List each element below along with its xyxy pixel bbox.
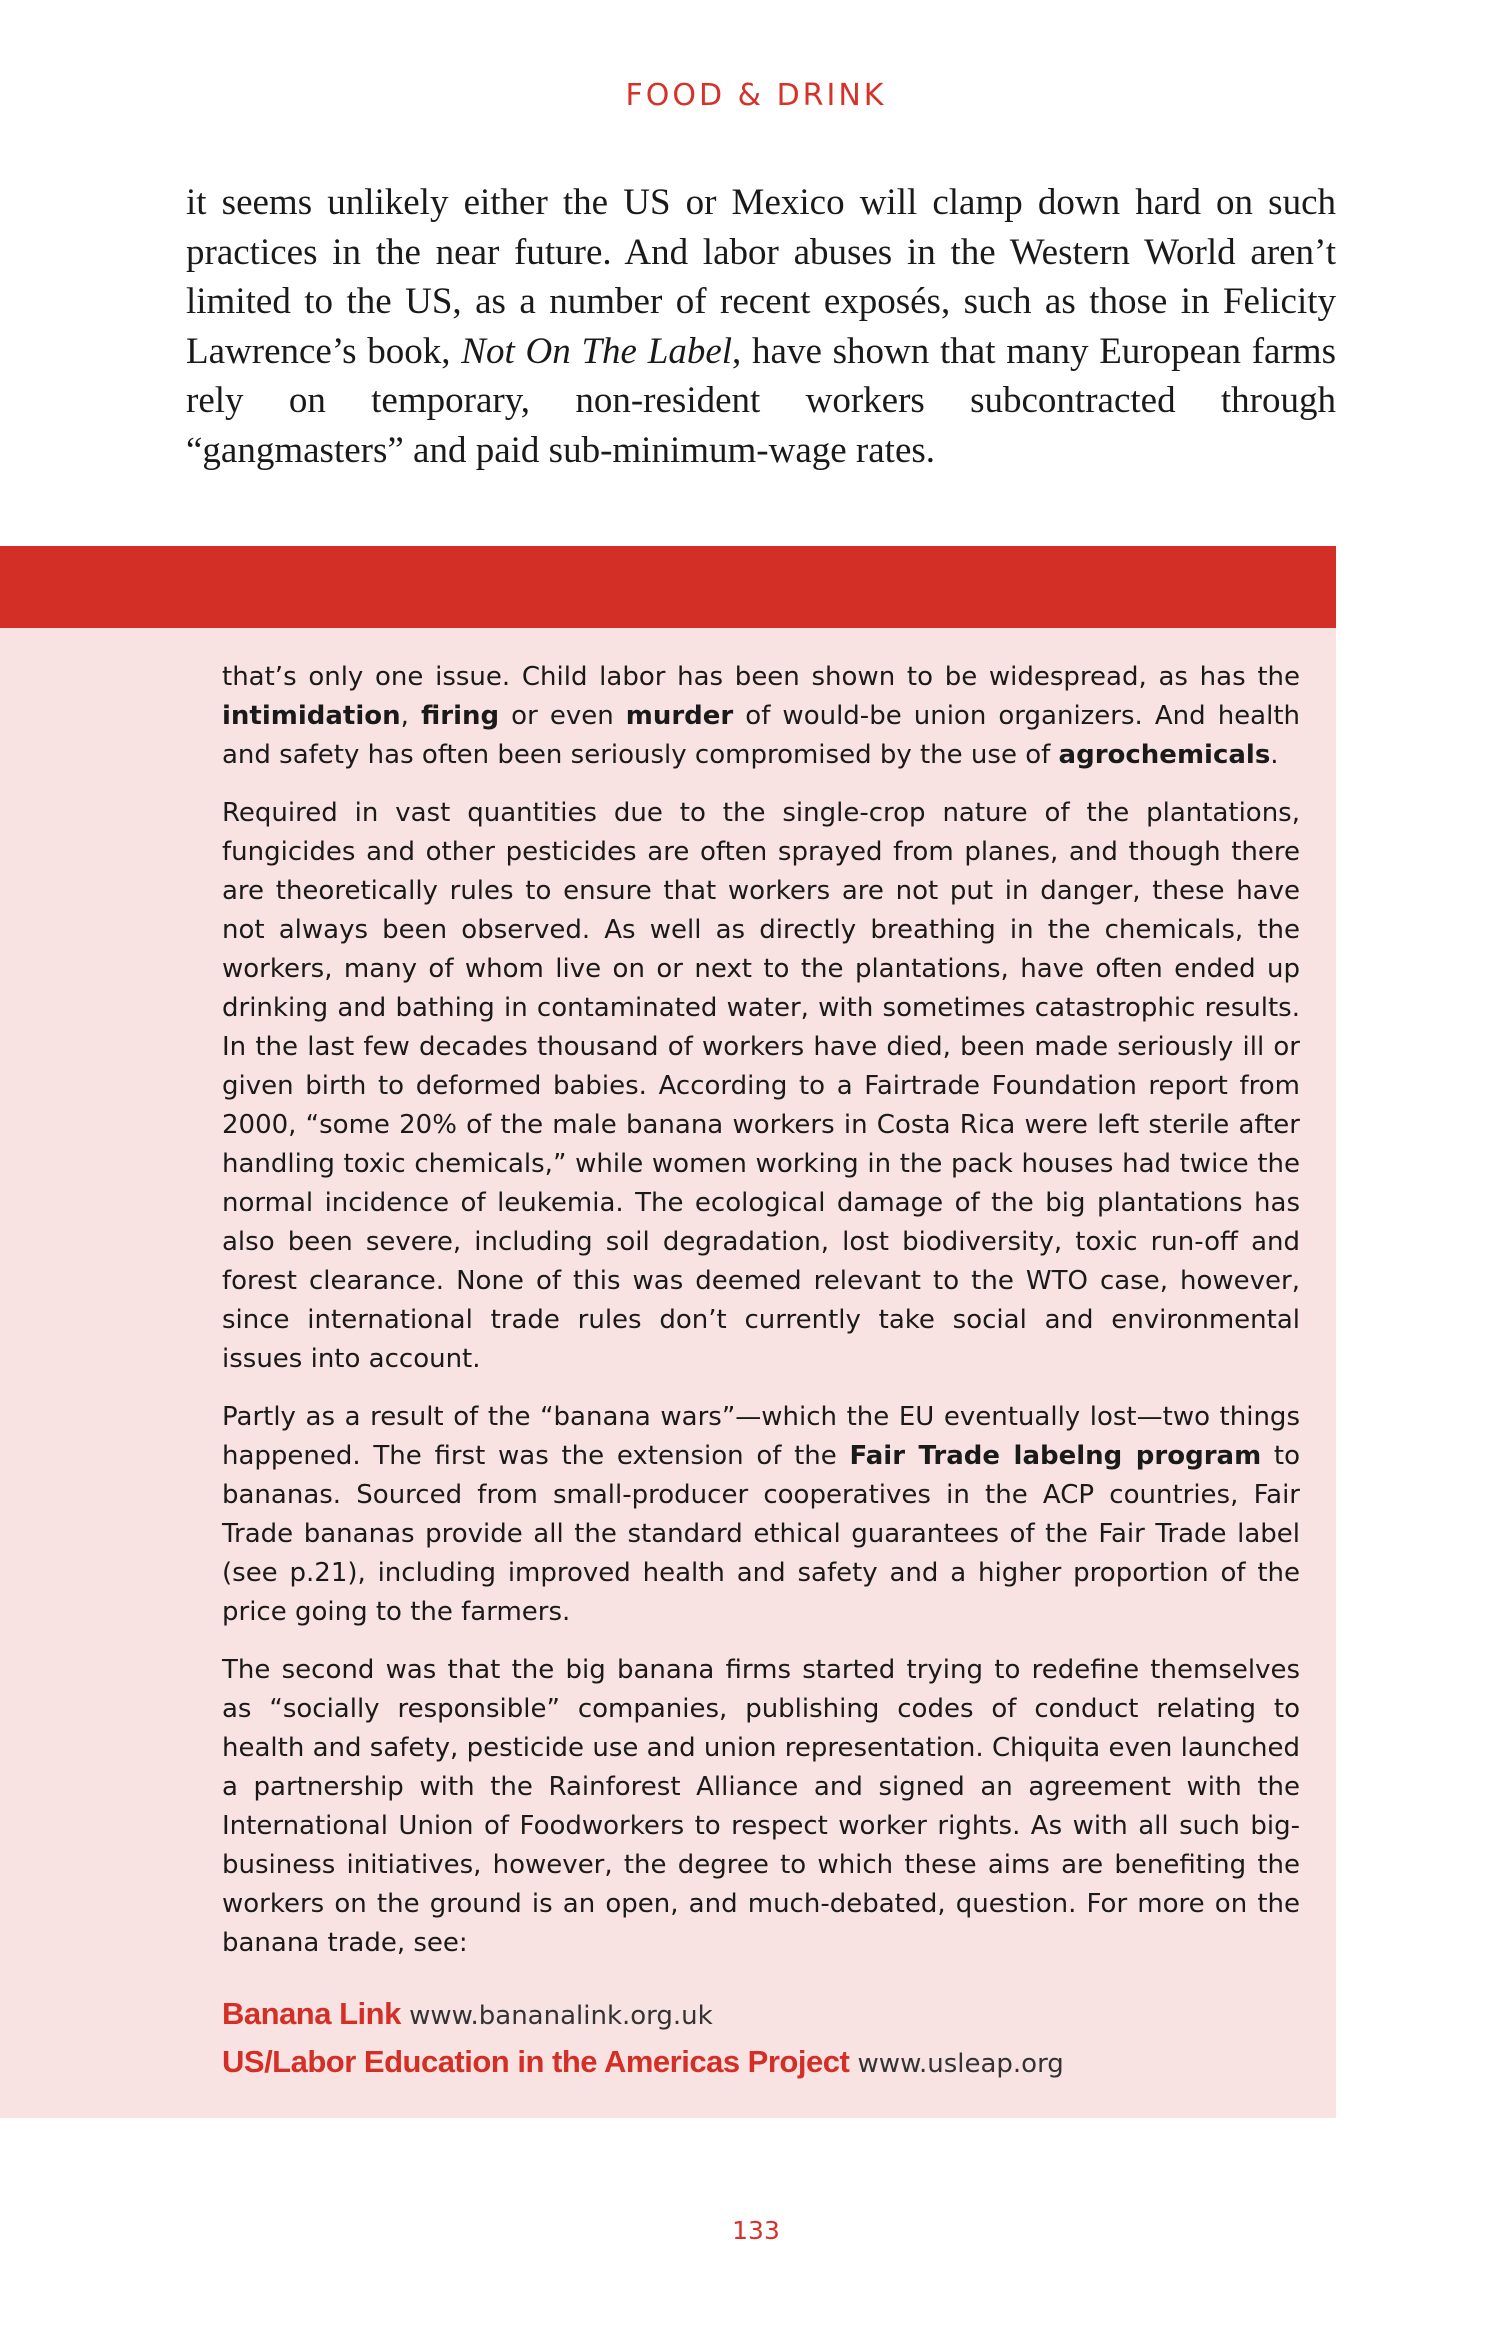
sidebar-paragraph: The second was that the big banana firms started trying to redefine themselves as “socially responsible” companies, publishing codes of conduct relating to health and safety, pesticide use and union representation. Chiquita even launched a partnership with the Rainforest Alliance and signed an agreement with the International Union of Foodworkers to respect worker rights. As with all such big-business initiatives, however, the degree to which these aims are benefiting the workers on the ground is an open, and much-debated, question. For more on the banana trade, see: (222, 1655, 1300, 1958)
book-title: Not On The Label (461, 330, 733, 372)
resource-link-url[interactable]: www.usleap.org (857, 2049, 1064, 2079)
bold-term: firing (420, 701, 500, 731)
body-paragraph (186, 178, 1336, 475)
sidebar-text: that’s only one issue. Child labor has been shown to be widespread, as has the (222, 662, 1300, 692)
sidebar-text: Partly as a result of the “banana wars”—which the EU eventually lost—two things happened. The first was the extension of the (222, 1402, 1300, 1471)
body-text: , have shown that many European farms rely on temporary, non-resident workers subcontracted through “gangmasters” and paid sub-minimum-wage rates. (186, 330, 1336, 471)
sidebar-text: , (400, 701, 421, 731)
running-head: FOOD & DRINK (625, 78, 887, 113)
page-number: 133 (732, 2216, 780, 2245)
sidebar-paragraph: Required in vast quantities due to the single-crop nature of the plantations, fungicides and other pesticides are often sprayed from planes, and though there are theoretically rules to ensure that workers are not put in danger, these have not always been observed. As well as directly breathing in the chemicals, the workers, many of whom live on or next to the plantations, have often ended up drinking and bathing in contaminated water, with sometimes catastrophic results. In the last few decades thousand of workers have died, been made seriously ill or given birth to deformed babies. According to a Fairtrade Foundation report from 2000, “some 20% of the male banana workers in Costa Rica were left sterile after handling toxic chemicals,” while women working in the pack houses had twice the normal incidence of leukemia. The ecological damage of the big plantations has also been severe, including soil degradation, lost biodiversity, toxic run-off and forest clearance. None of this was deemed relevant to the WTO case, however, since international trade rules don’t currently take social and environmental issues into account. (222, 798, 1300, 1374)
resource-links (222, 1991, 1300, 2087)
sidebar-text: to bananas. Sourced from small-producer cooperatives in the ACP countries, Fair Trade bananas provide all the standard ethical guarantees of the Fair Trade label (see p.21), including improved health and safety and a higher proportion of the price going to the farmers. (222, 1441, 1300, 1627)
sidebar-content (222, 658, 1300, 2087)
sidebar-header-band (0, 546, 1336, 628)
sidebar-text: or even (499, 701, 626, 731)
sidebar-text: of would-be union organizers. And health and safety has often been seriously compromised by the use of (222, 701, 1300, 770)
resource-link-name: Banana Link (222, 1996, 401, 2031)
resource-link[interactable] (222, 1991, 1300, 2039)
sidebar-text: . (1270, 740, 1279, 770)
resource-link[interactable] (222, 2039, 1300, 2087)
resource-link-name: US/Labor Education in the Americas Project (222, 2044, 850, 2079)
resource-link-url[interactable]: www.bananalink.org.uk (409, 2001, 713, 2031)
sidebar-paragraph (222, 658, 1300, 775)
body-text: it seems unlikely either the US or Mexico will clamp down hard on such practices in the near future. And labor abuses in the Western World aren’t limited to the US, as a number of recent exposés, such as those in Felicity Lawrence’s book, (186, 182, 1336, 372)
bold-term: agrochemicals (1058, 740, 1271, 770)
bold-term: intimidation (222, 701, 401, 731)
bold-term: Fair Trade labelng program (849, 1441, 1262, 1471)
sidebar-paragraph (222, 1398, 1300, 1632)
bold-term: murder (625, 701, 734, 731)
